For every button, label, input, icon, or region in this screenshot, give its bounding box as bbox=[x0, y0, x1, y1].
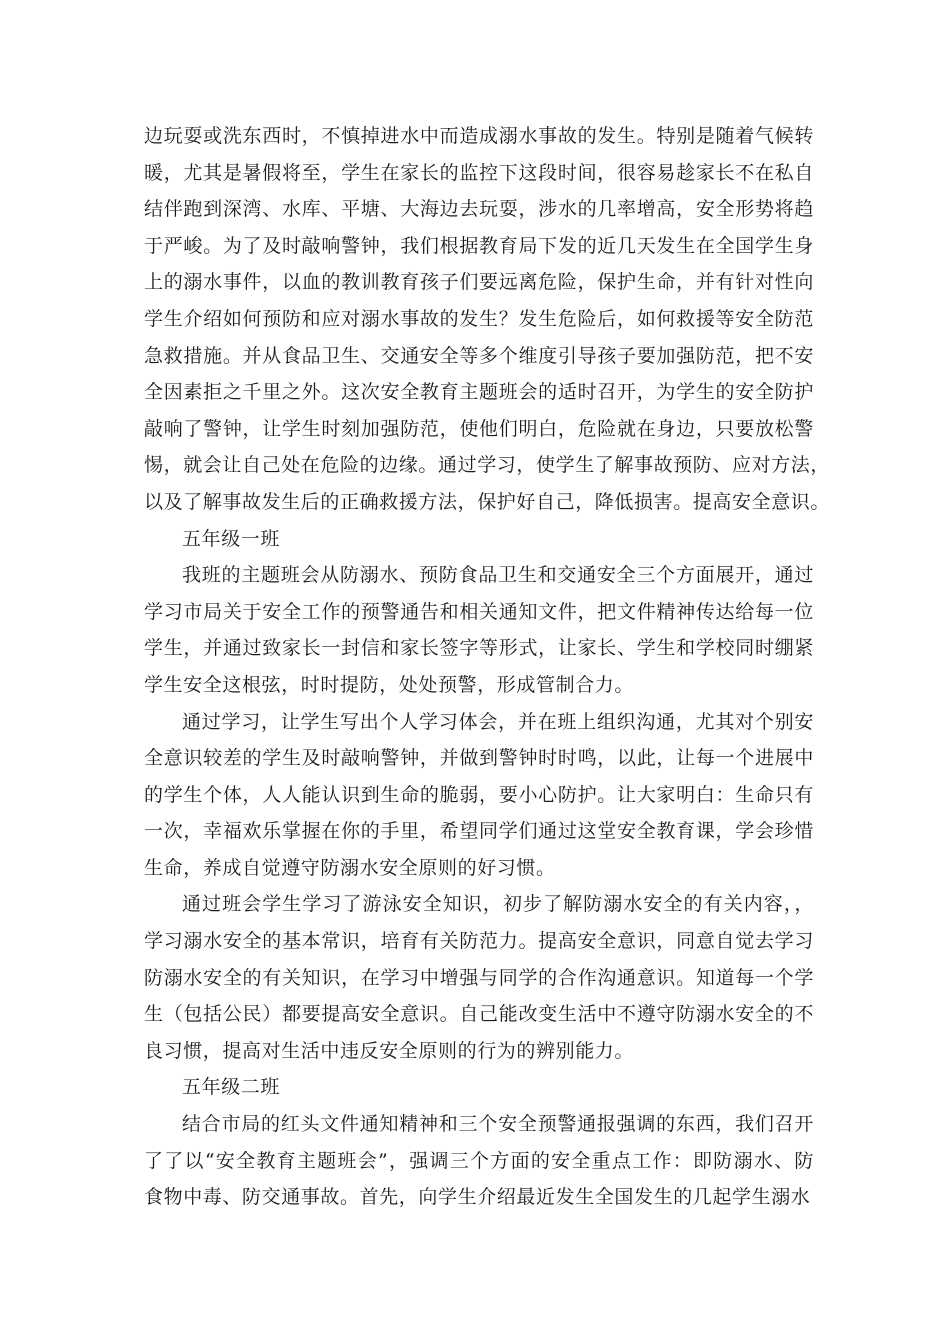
text-line: 暖，尤其是暑假将至，学生在家长的监控下这段时间，很容易趁家长不在私自 bbox=[144, 161, 814, 184]
section-heading bbox=[144, 1069, 814, 1106]
text-line: 通过学习，让学生写出个人学习体会，并在班上组织沟通，尤其对个别安 bbox=[182, 710, 814, 733]
text-line: 学习市局关于安全工作的预警通告和相关通知文件，把文件精神传达给每一位 bbox=[144, 600, 814, 623]
text-line: 防溺水安全的有关知识，在学习中增强与同学的合作沟通意识。知道每一个学 bbox=[144, 966, 814, 989]
text-line: 一次，幸福欢乐掌握在你的手里，希望同学们通过这堂安全教育课，学会珍惜 bbox=[144, 820, 814, 843]
text-line: 学生，并通过致家长一封信和家长签字等形式，让家长、学生和学校同时绷紧 bbox=[144, 637, 814, 660]
text-line: 全意识较差的学生及时敲响警钟，并做到警钟时时鸣，以此，让每一个进展中 bbox=[144, 747, 814, 770]
text-line: 敲响了警钟，让学生时刻加强防范，使他们明白，危险就在身边，只要放松警 bbox=[144, 417, 814, 440]
text-line: 结伴跑到深湾、水库、平塘、大海边去玩耍，涉水的几率增高，安全形势将趋 bbox=[144, 198, 814, 221]
paragraph bbox=[144, 118, 831, 521]
text-line: 通过班会学生学习了游泳安全知识，初步了解防溺水安全的有关内容，， bbox=[182, 893, 814, 916]
text-line: 惕，就会让自己处在危险的边缘。通过学习，使学生了解事故预防、应对方法， bbox=[144, 454, 831, 477]
section-heading bbox=[144, 521, 814, 558]
text-line: 全因素拒之千里之外。这次安全教育主题班会的适时召开，为学生的安全防护 bbox=[144, 381, 814, 404]
text-line: 学生介绍如何预防和应对溺水事故的发生？发生危险后，如何救援等安全防范 bbox=[144, 307, 814, 330]
text-line: 生命，养成自觉遵守防溺水安全原则的好习惯。 bbox=[144, 856, 556, 879]
text-line: 食物中毒、防交通事故。首先，向学生介绍最近发生全国发生的几起学生溺水 bbox=[144, 1186, 811, 1209]
paragraph bbox=[144, 886, 814, 1069]
text-line: 了了以“安全教育主题班会”，强调三个方面的安全重点工作：即防溺水、防 bbox=[144, 1149, 814, 1172]
text-line: 结合市局的红头文件通知精神和三个安全预警通报强调的东西，我们召开 bbox=[182, 1113, 814, 1136]
text-line: 的学生个体，人人能认识到生命的脆弱，要小心防护。让大家明白：生命只有 bbox=[144, 783, 814, 806]
text-line: 以及了解事故发生后的正确救援方法，保护好自己，降低损害。提高安全意识。 bbox=[144, 490, 831, 513]
paragraph bbox=[144, 557, 814, 703]
text-line: 学生安全这根弦，时时提防，处处预警，形成管制合力。 bbox=[144, 673, 635, 696]
text-line: 我班的主题班会从防溺水、预防食品卫生和交通安全三个方面展开，通过 bbox=[182, 564, 814, 587]
heading-text: 五年级一班 bbox=[182, 527, 281, 550]
text-line: 边玩耍或洗东西时，不慎掉进水中而造成溺水事故的发生。特别是随着气候转 bbox=[144, 125, 814, 147]
document-body bbox=[144, 118, 831, 1216]
text-line: 良习惯，提高对生活中违反安全原则的行为的辨别能力。 bbox=[144, 1039, 635, 1062]
text-line: 急救措施。并从食品卫生、交通安全等多个维度引导孩子要加强防范，把不安 bbox=[144, 344, 814, 367]
text-line: 学习溺水安全的基本常识，培育有关防范力。提高安全意识，同意自觉去学习 bbox=[144, 930, 814, 953]
heading-text: 五年级二班 bbox=[182, 1076, 281, 1099]
paragraph bbox=[144, 704, 814, 887]
text-line: 上的溺水事件，以血的教训教育孩子们要远离危险，保护生命，并有针对性向 bbox=[144, 271, 814, 294]
text-line: 于严峻。为了及时敲响警钟，我们根据教育局下发的近几天发生在全国学生身 bbox=[144, 234, 814, 257]
text-line: 生（包括公民）都要提高安全意识。自己能改变生活中不遵守防溺水安全的不 bbox=[144, 1003, 814, 1026]
paragraph bbox=[144, 1106, 814, 1216]
